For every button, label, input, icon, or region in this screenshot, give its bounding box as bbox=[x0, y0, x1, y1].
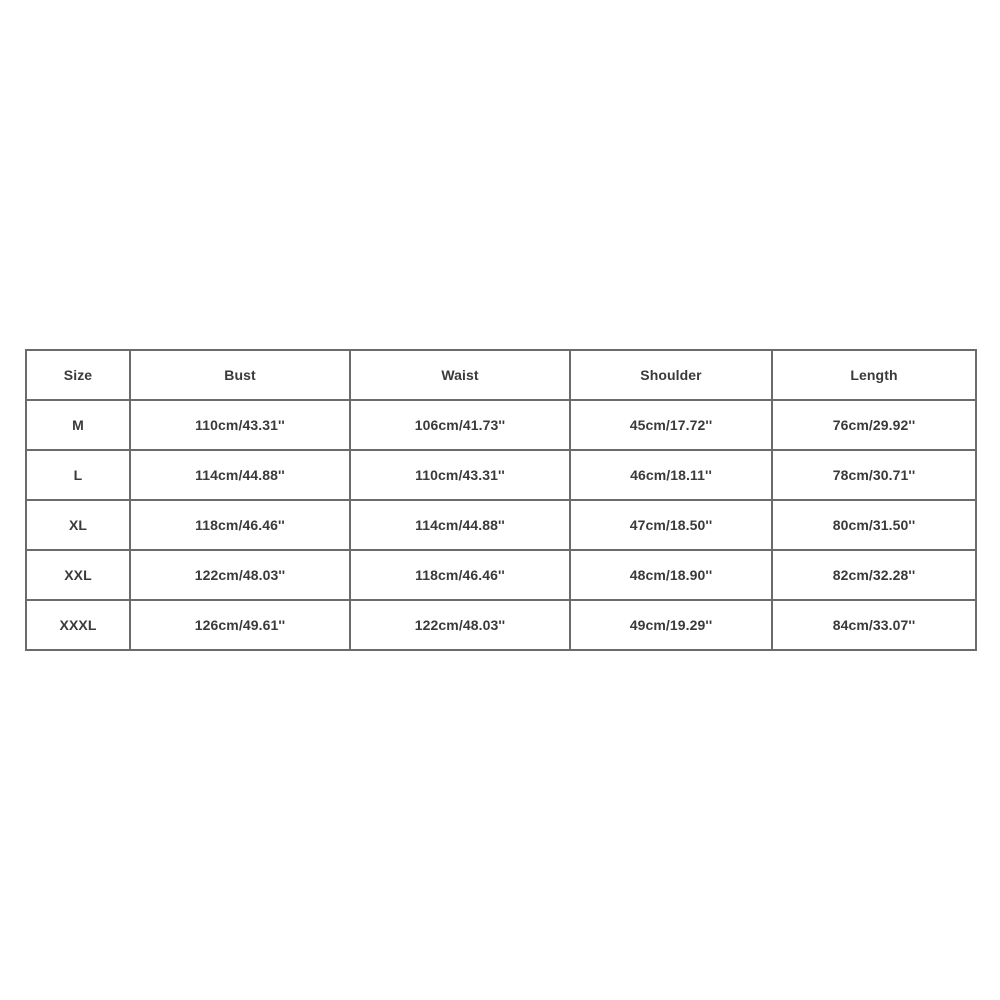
header-bust: Bust bbox=[130, 350, 350, 400]
cell-shoulder: 49cm/19.29'' bbox=[570, 600, 772, 650]
cell-length: 84cm/33.07'' bbox=[772, 600, 976, 650]
cell-bust: 110cm/43.31'' bbox=[130, 400, 350, 450]
cell-shoulder: 46cm/18.11'' bbox=[570, 450, 772, 500]
cell-bust: 118cm/46.46'' bbox=[130, 500, 350, 550]
cell-shoulder: 47cm/18.50'' bbox=[570, 500, 772, 550]
cell-waist: 110cm/43.31'' bbox=[350, 450, 570, 500]
table-row bbox=[26, 450, 976, 500]
cell-length: 78cm/30.71'' bbox=[772, 450, 976, 500]
cell-waist: 114cm/44.88'' bbox=[350, 500, 570, 550]
size-chart-table bbox=[25, 349, 977, 651]
header-row bbox=[26, 350, 976, 400]
cell-length: 80cm/31.50'' bbox=[772, 500, 976, 550]
header-waist: Waist bbox=[350, 350, 570, 400]
table-body bbox=[26, 400, 976, 650]
cell-length: 82cm/32.28'' bbox=[772, 550, 976, 600]
cell-length: 76cm/29.92'' bbox=[772, 400, 976, 450]
table-row bbox=[26, 550, 976, 600]
cell-waist: 122cm/48.03'' bbox=[350, 600, 570, 650]
table-row bbox=[26, 500, 976, 550]
cell-size: XXL bbox=[26, 550, 130, 600]
cell-bust: 122cm/48.03'' bbox=[130, 550, 350, 600]
header-length: Length bbox=[772, 350, 976, 400]
cell-shoulder: 45cm/17.72'' bbox=[570, 400, 772, 450]
table-row bbox=[26, 400, 976, 450]
cell-size: M bbox=[26, 400, 130, 450]
header-size: Size bbox=[26, 350, 130, 400]
cell-bust: 114cm/44.88'' bbox=[130, 450, 350, 500]
header-shoulder: Shoulder bbox=[570, 350, 772, 400]
cell-waist: 106cm/41.73'' bbox=[350, 400, 570, 450]
cell-size: L bbox=[26, 450, 130, 500]
table-row bbox=[26, 600, 976, 650]
cell-bust: 126cm/49.61'' bbox=[130, 600, 350, 650]
cell-shoulder: 48cm/18.90'' bbox=[570, 550, 772, 600]
cell-size: XL bbox=[26, 500, 130, 550]
cell-size: XXXL bbox=[26, 600, 130, 650]
cell-waist: 118cm/46.46'' bbox=[350, 550, 570, 600]
table-header bbox=[26, 350, 976, 400]
